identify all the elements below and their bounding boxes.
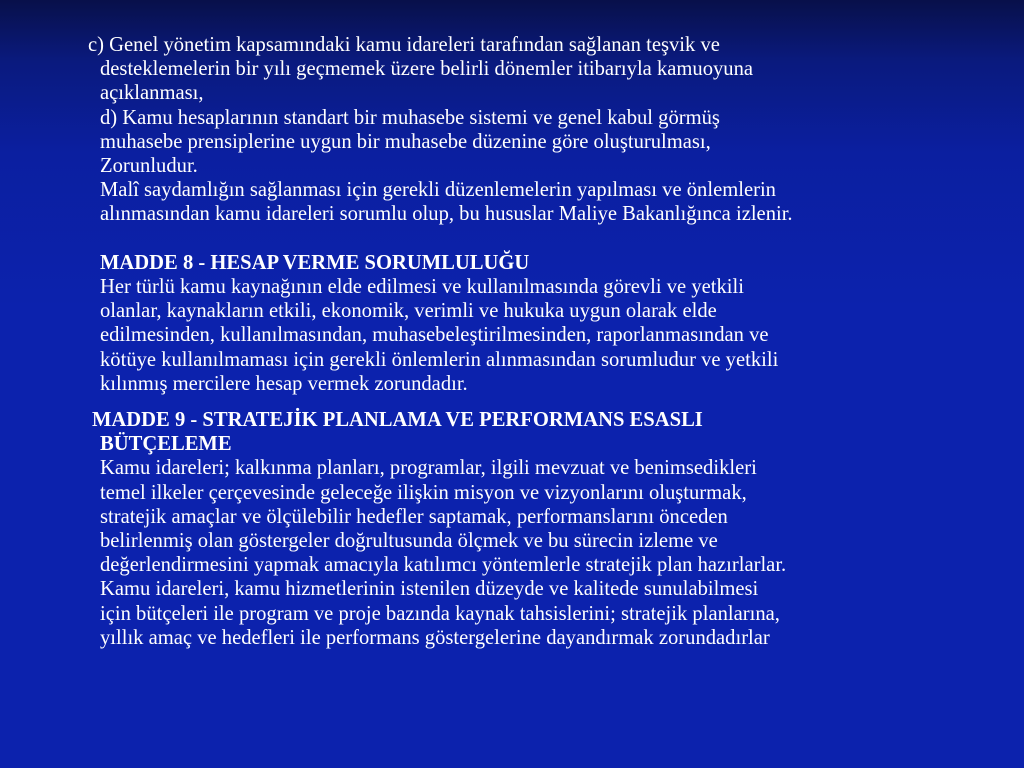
madde-9-heading-cont: BÜTÇELEME <box>100 433 232 456</box>
madde-8-heading: MADDE 8 - HESAP VERME SORUMLULUĞU <box>100 251 530 274</box>
text-line: muhasebe prensiplerine uygun bir muhasebe düzenine göre oluşturulması, <box>100 130 711 153</box>
text-line: Zorunludur. <box>100 155 198 178</box>
text-line: d) Kamu hesaplarının standart bir muhasebe sistemi ve genel kabul görmüş <box>100 106 720 129</box>
text-line: yıllık amaç ve hedefleri ile performans göstergelerine dayandırmak zorundadırlar <box>100 626 770 649</box>
text-line: kötüye kullanılmaması için gerekli önlemlerin alınmasından sorumludur ve yetkili <box>100 348 779 371</box>
text-line: Malî saydamlığın sağlanması için gerekli düzenlemelerin yapılması ve önlemlerin <box>100 179 776 202</box>
text-line: için bütçeleri ile program ve proje bazında kaynak tahsislerini; stratejik planlarına, <box>100 602 780 625</box>
text-line: Kamu idareleri; kalkınma planları, programlar, ilgili mevzuat ve benimsedikleri <box>100 457 757 480</box>
text-line: kılınmış mercilere hesap vermek zorundadır. <box>100 372 468 395</box>
text-line: olanlar, kaynakların etkili, ekonomik, verimli ve hukuka uygun olarak elde <box>100 300 717 323</box>
text-line: açıklanması, <box>100 82 204 105</box>
text-line: c) Genel yönetim kapsamındaki kamu idareleri tarafından sağlanan teşvik ve <box>88 34 720 56</box>
text-line: alınmasından kamu idareleri sorumlu olup, bu hususlar Maliye Bakanlığınca izlenir. <box>100 203 793 226</box>
text-line: stratejik amaçlar ve ölçülebilir hedefler saptamak, performanslarını önceden <box>100 505 728 528</box>
text-line: temel ilkeler çerçevesinde geleceğe ilişkin misyon ve vizyonlarını oluşturmak, <box>100 481 747 504</box>
text-block-madde-9 <box>88 408 988 650</box>
madde-9-heading: MADDE 9 - STRATEJİK PLANLAMA VE PERFORMANS ESASLI <box>92 409 703 431</box>
text-line: belirlenmiş olan göstergeler doğrultusunda ölçmek ve bu sürecin izleme ve <box>100 530 718 553</box>
text-line: değerlendirmesini yapmak amacıyla katılımcı yöntemlerle stratejik plan hazırlarlar. <box>100 554 787 577</box>
text-line: Kamu idareleri, kamu hizmetlerinin istenilen düzeyde ve kalitede sunulabilmesi <box>100 578 759 601</box>
text-line: desteklemelerin bir yılı geçmemek üzere belirli dönemler itibarıyla kamuoyuna <box>100 58 754 81</box>
text-line: Her türlü kamu kaynağının elde edilmesi ve kullanılmasında görevli ve yetkili <box>100 276 744 299</box>
text-block-cd <box>88 33 988 396</box>
text-line: edilmesinden, kullanılmasından, muhasebeleştirilmesinden, raporlanmasından ve <box>100 324 769 347</box>
